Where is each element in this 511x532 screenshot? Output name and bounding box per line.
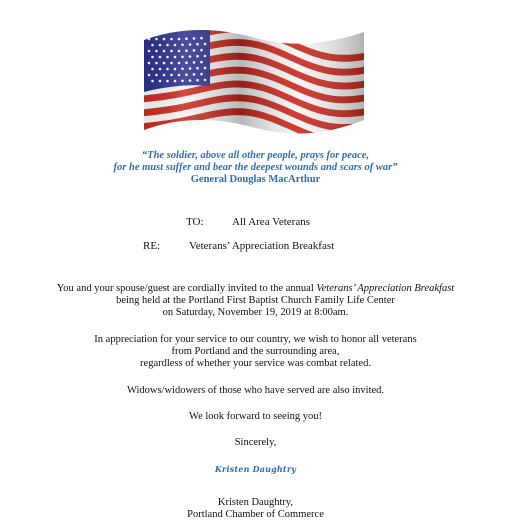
re-label: RE: [143,240,161,252]
quote-line-1: “The soldier, above all other people, prays for peace, [141,150,370,161]
quote-attribution: General Douglas MacArthur [190,174,321,185]
look-forward-line: We look forward to seeing you! [189,411,322,422]
re-value: Veterans’ Appreciation Breakfast [189,240,335,252]
to-label: TO: [186,216,204,228]
waving-american-flag-icon [138,22,368,144]
to-value: All Area Veterans [232,216,310,228]
invitation-line-1 [0,283,511,295]
signature-script: Kristen Daughtry [214,464,297,474]
invitation-line-3: on Saturday, November 19, 2019 at 8:00am. [162,307,349,318]
appreciation-line-3: regardless of whether your service was combat related. [140,358,371,369]
closing: Sincerely, [234,437,277,448]
invitation-text: You and your spouse/guest are cordially invited to the annual [56,283,317,294]
event-name: Veterans’ Appreciation Breakfast [316,283,455,294]
widows-line: Widows/widowers of those who have served are also invited. [126,385,385,396]
signer-organization: Portland Chamber of Commerce [187,509,324,520]
invitation-line-2: being held at the Portland First Baptist Church Family Life Center [116,295,395,306]
signer-name: Kristen Daughtry, [217,497,294,508]
quote-line-2: for he must suffer and bear the deepest wounds and scars of war” [113,162,398,173]
appreciation-line-2: from Portland and the surrounding area, [171,346,340,357]
appreciation-line-1: In appreciation for your service to our country, we wish to honor all veterans [94,334,417,345]
